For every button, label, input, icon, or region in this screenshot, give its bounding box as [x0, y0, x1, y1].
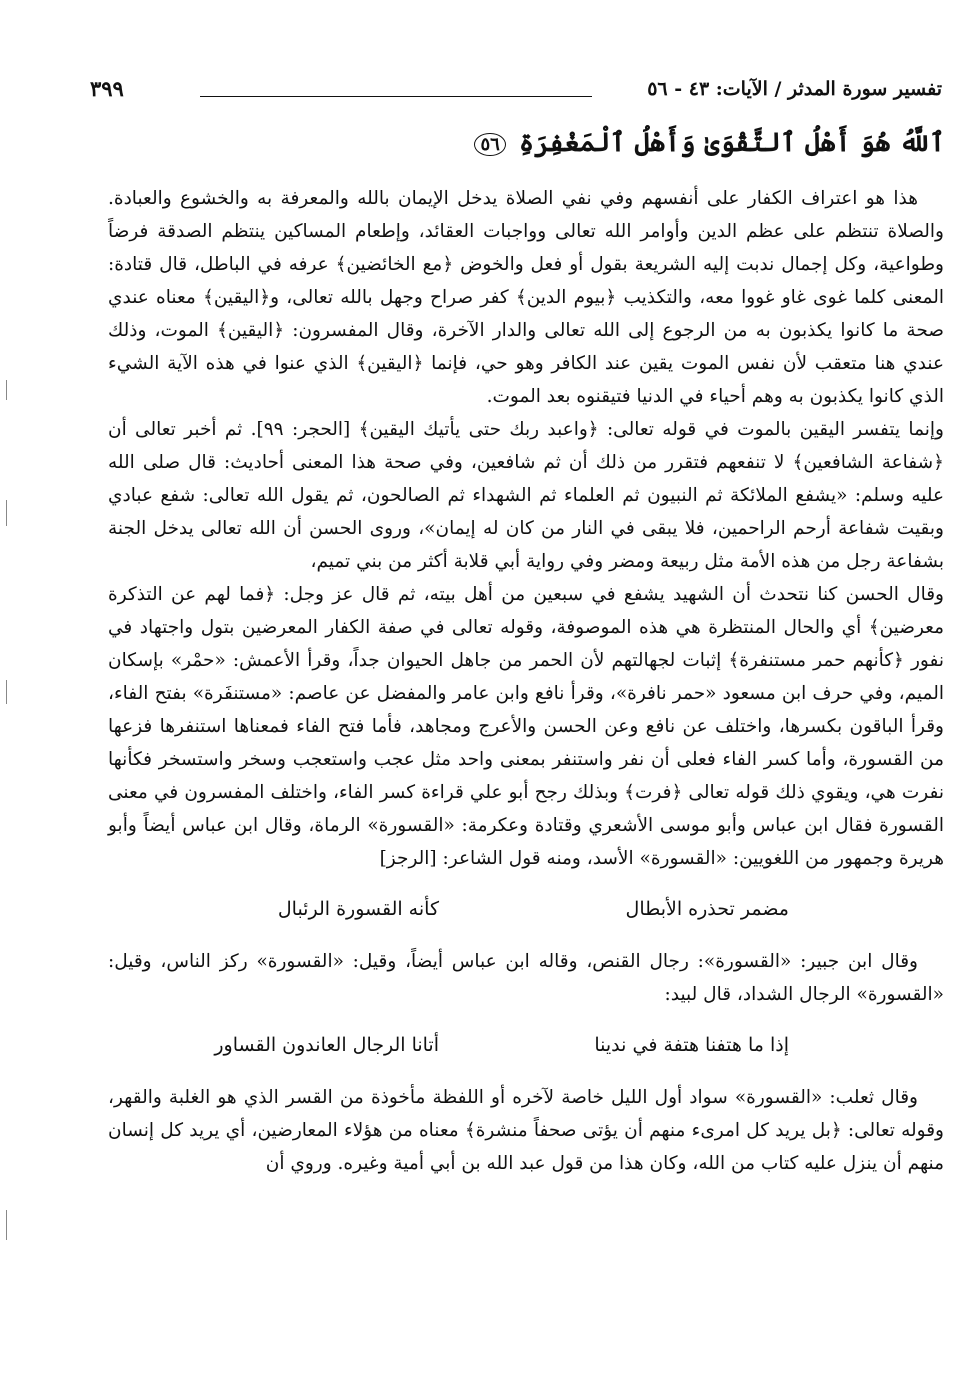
paragraph-4: وقال ابن جبير: «القسورة»: رجال القنص، وقاله ابن عباس أيضاً، وقيل: «القسورة» ركز الناس، وقيل: «القسورة» الرجال الشداد، قال لبيد: [108, 951, 944, 1005]
scan-gutter-mark [6, 500, 7, 526]
header-title: تفسير سورة المدثر / الآيات: ٤٣ - ٥٦ [647, 78, 942, 100]
paragraph-1: هذا هو اعتراف الكفار على أنفسهم وفي نفي الصلاة يدخل الإيمان بالله والمعرفة به والخشوع والعبادة. والصلاة تنتظم على عظم الدين وأوامر الله تعالى وواجبات العقائد، وإطعام المساكين ينتظم الصدقة فرضاً وطواعية، وكل إجمال ندبت إليه الشريعة بقول أو فعل والخوض ﴿مع الخائضين﴾ عرفه في الباطل، قال قتادة: المعنى كلما غوى غاو غووا معه، والتكذيب ﴿بيوم الدين﴾ كفر صراح وجهل بالله تعالى، و﴿اليقين﴾ معناه عندي صحة ما كانوا يكذبون به من الرجوع إلى الله تعالى والدار الآخرة، وقال المفسرون: ﴿اليقين﴾ الموت، وذلك عندي هنا متعقب لأن نفس الموت يقين عند الكافر وهو حي، فإنما ﴿اليقين﴾ الذي عنوا في هذه الآية الشيء الذي كانوا يكذبون به وهم أحياء في الدنيا فتيقنوه بعد الموت. [108, 188, 944, 407]
poem-1-second-hemistich: كأنه القسورة الرئبال [277, 898, 439, 920]
header-rule [200, 96, 592, 97]
scan-gutter-mark [6, 680, 7, 704]
verse-text: ٱللَّهُ هُوَ أَهْلُ ٱلتَّقْوَىٰ وَأَهْلُ ٱلْمَغْفِرَةِ [518, 128, 945, 158]
poem-2-first-hemistich: إذا ما هتفنا هتفة في ندينا [594, 1034, 789, 1056]
commentary-body [108, 182, 944, 1180]
paragraph-3: وقال الحسن كنا نتحدث أن الشهيد يشفع في سبعين من أهل بيته، ثم قال عز وجل: ﴿فما لهم عن التذكرة معرضين﴾ أي والحال المنتظرة هي هذه الموصوفة، وقوله تعالى في صفة الكفار المعرضين بتول واجتهاد في نفور ﴿كأنهم حمر مستنفرة﴾ إثبات لجهالتهم لأن الحمر من جاهل الحيوان جداً، وقرأ الأعمش: «حمْر» بإسكان الميم، وفي حرف ابن مسعود «حمر نافرة»، وقرأ نافع وابن عامر والمفضل عن عاصم: «مستنفَرة» بفتح الفاء، وقرأ الباقون بكسرها، واختلف عن نافع وعن الحسن والأعرج ومجاهد، فأما فتح الفاء فمعناها استنفرها فزعها من القسورة، وأما كسر الفاء فعلى أن نفر واستنفر بمعنى واحد مثل عجب واستعجب وسخر واستسخر فكأنها نفرت هي، ويقوي ذلك قوله تعالى ﴿فرت﴾ وبذلك رجح أبو علي قراءة كسر الفاء، واختلف المفسرون في معنى القسورة فقال ابن عباس وأبو موسى الأشعري وقتادة وعكرمة: «القسورة» الرماة، وقال ابن عباس أيضاً وأبو هريرة وجمهور من اللغويين: «القسورة» الأسد، ومنه قول الشاعر: [الرجز] [108, 584, 944, 869]
poem-verse-1 [108, 885, 944, 937]
scan-gutter-mark [6, 1210, 7, 1240]
quran-verse [345, 128, 945, 158]
page-number: ٣٩٩ [90, 76, 124, 101]
poem-1-first-hemistich: مضمر تحذره الأبطال [625, 898, 789, 920]
running-header [90, 74, 942, 108]
verse-number-mark: ٥٦ [474, 133, 505, 156]
scan-gutter-mark [6, 380, 7, 400]
paragraph-5: وقال ثعلب: «القسورة» سواد أول الليل خاصة لآخره أو اللفظة مأخوذة من القسر الذي هو الغلبة والقهر، وقوله تعالى: ﴿بل يريد كل امرىء منهم أن يؤتى صحفاً منشرة﴾ معناه من هؤلاء المعارضين، أي يريد كل إنسان منهم أن ينزل عليه كتاب من الله، وكان هذا من قول عبد الله بن أبي أمية وغيره. وروي أن [108, 1087, 944, 1174]
poem-2-second-hemistich: أتانا الرجال العاندون القساور [214, 1034, 439, 1056]
poem-verse-2 [108, 1021, 944, 1073]
paragraph-2: وإنما يتفسر اليقين بالموت في قوله تعالى: ﴿واعبد ربك حتى يأتيك اليقين﴾ [الحجر: ٩٩]. ثم أخبر تعالى أن ﴿شفاعة الشافعين﴾ لا تنفعهم فتقرر من ذلك أن ثم شافعين، وفي صحة هذا المعنى أحاديث: قال صلى الله عليه وسلم: «يشفع الملائكة ثم النبيون ثم العلماء ثم الشهداء ثم الصالحون، ثم يقول الله تعالى: شفع عبادي وبقيت شفاعة أرحم الراحمين، فلا يبقى في النار من كان له إيمان»، وروى الحسن أن الله تعالى يدخل الجنة بشفاعة رجل من هذه الأمة مثل ربيعة ومضر وفي رواية أبي قلابة أكثر من بني تميم، [108, 419, 944, 572]
